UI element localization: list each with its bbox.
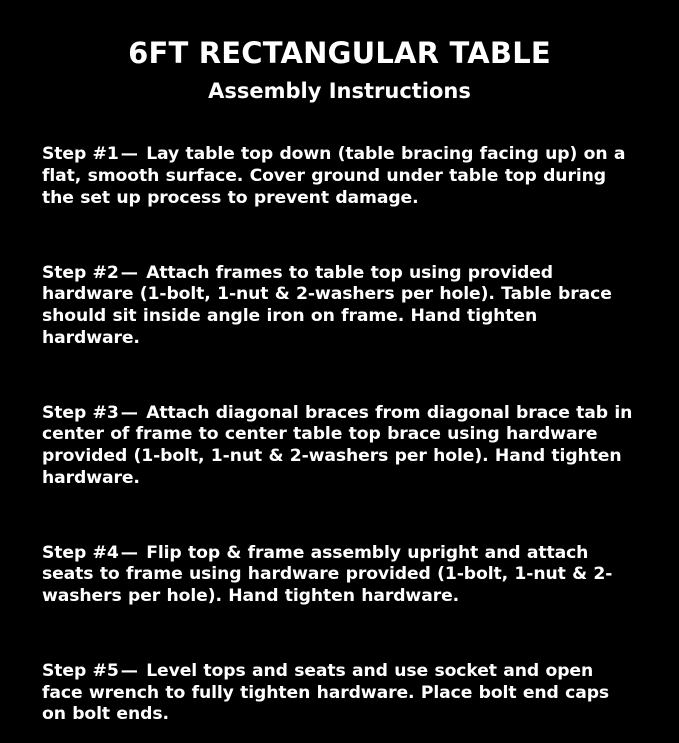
step-label: Step #2 xyxy=(42,262,119,283)
step-dash: — xyxy=(120,262,138,283)
step-dash: — xyxy=(120,542,138,563)
step-text: Flip top & frame assembly upright and attach seats to frame using hardware provided (1-bolt, 1-nut & 2-washers per hole). Hand tighten hardware. xyxy=(42,542,613,607)
step-item xyxy=(42,263,637,350)
step-text: Attach frames to table top using provided hardware (1-bolt, 1-nut & 2-washers per hole). Table brace should sit inside angle iron on frame. Hand tighten hardware. xyxy=(42,262,612,348)
page-title: 6FT RECTANGULAR TABLE xyxy=(128,36,551,70)
step-text: Attach diagonal braces from diagonal brace tab in center of frame to center table top brace using hardware provided (1-bolt, 1-nut & 2-washers per hole). Hand tighten hardware. xyxy=(42,402,633,488)
step-text: Lay table top down (table bracing facing up) on a flat, smooth surface. Cover ground under table top during the set up process to prevent damage. xyxy=(42,144,626,208)
steps-list xyxy=(42,127,637,743)
step-label: Step #3 xyxy=(42,402,119,423)
page-subtitle: Assembly Instructions xyxy=(208,78,471,103)
step-item xyxy=(42,144,637,209)
step-item xyxy=(42,661,637,726)
step-text: Level tops and seats and use socket and open face wrench to fully tighten hardware. Place bolt end caps on bolt ends. xyxy=(42,661,610,725)
step-item xyxy=(42,543,637,608)
step-item xyxy=(42,403,637,490)
step-dash: — xyxy=(120,661,138,682)
step-dash: — xyxy=(120,402,138,423)
step-label: Step #4 xyxy=(42,542,119,563)
step-label: Step #1 xyxy=(42,144,119,165)
step-dash: — xyxy=(120,144,138,165)
step-label: Step #5 xyxy=(42,661,119,682)
